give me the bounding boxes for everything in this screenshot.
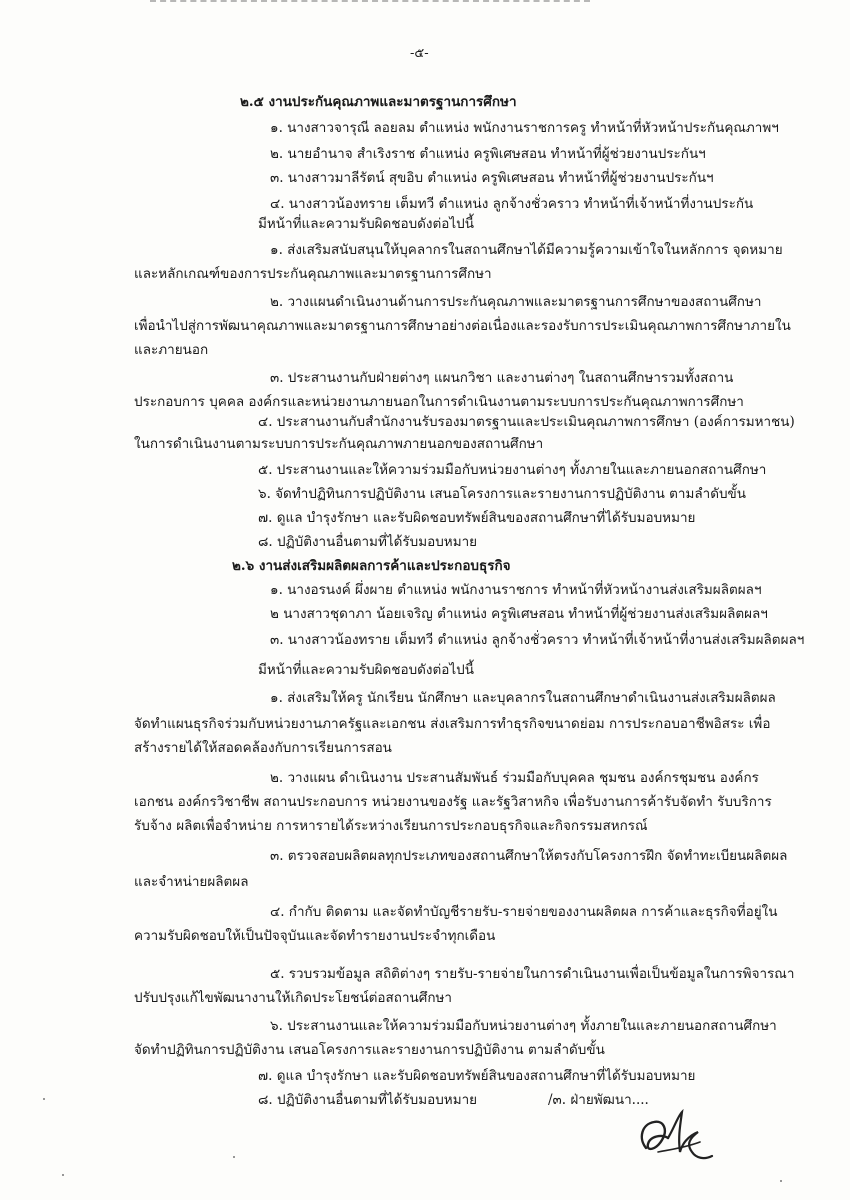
duty-item: ๘. ปฏิบัติงานอื่นตามที่ได้รับมอบหมาย	[258, 1092, 478, 1108]
staff-line: ๓. นางสาวน้องทราย เต็มทวี ตำแหน่ง ลูกจ้างชั่วคราว ทำหน้าที่เจ้าหน้าที่งานส่งเสริมผลิตผลฯ	[270, 632, 805, 648]
duty-item: เพื่อนำไปสู่การพัฒนาคุณภาพและมาตรฐานการศึกษาอย่างต่อเนื่องและรองรับการประเมินคุณภาพการศึกษาภายใน	[134, 318, 791, 334]
duties-intro: มีหน้าที่และความรับผิดชอบดังต่อไปนี้	[258, 216, 474, 232]
staff-line: ๑. นางอรนงค์ ผึ่งผาย ตำแหน่ง พนักงานราชการ ทำหน้าที่หัวหน้างานส่งเสริมผลิตผลฯ	[270, 582, 762, 598]
page-number: -๕-	[410, 46, 429, 61]
continuation-note: /๓. ฝ่ายพัฒนา....	[548, 1092, 649, 1108]
duty-item: ๓. ประสานงานกับฝ่ายต่างๆ แผนกวิชา และงานต่างๆ ในสถานศึกษารวมทั้งสถาน	[270, 370, 734, 386]
duty-item: สร้างรายได้ให้สอดคล้องกับการเรียนการสอน	[134, 740, 392, 756]
duty-item: ความรับผิดชอบให้เป็นปัจจุบันและจัดทำรายงานประจำทุกเดือน	[134, 928, 496, 944]
staff-line: ๑. นางสาวจารุณี ลอยลม ตำแหน่ง พนักงานราชการครู ทำหน้าที่หัวหน้าประกันคุณภาพฯ	[270, 120, 779, 136]
duty-item: ๕. รวบรวมข้อมูล สถิติต่างๆ รายรับ-รายจ่ายในการดำเนินงานเพื่อเป็นข้อมูลในการพิจารณา	[270, 966, 795, 982]
scan-speck	[233, 1156, 235, 1158]
duty-item: จัดทำแผนธุรกิจร่วมกับหน่วยงานภาครัฐและเอกชน ส่งเสริมการทำธุรกิจขนาดย่อม การประกอบอาชีพอิสระ เพื่อ	[134, 716, 771, 732]
handwritten-signature	[628, 1108, 718, 1168]
scan-header-marks	[150, 0, 590, 8]
duty-item: ๓. ตรวจสอบผลิตผลทุกประเภทของสถานศึกษาให้ตรงกับโครงการฝึก จัดทำทะเบียนผลิตผล	[270, 848, 788, 864]
duty-item: ๒. วางแผนดำเนินงานด้านการประกันคุณภาพและมาตรฐานการศึกษาของสถานศึกษา	[270, 294, 762, 310]
staff-line: ๒. นายอำนาจ สำเริงราช ตำแหน่ง ครูพิเศษสอน ทำหน้าที่ผู้ช่วยงานประกันฯ	[270, 146, 706, 162]
staff-line: ๔. นางสาวน้องทราย เต็มทวี ตำแหน่ง ลูกจ้างชั่วคราว ทำหน้าที่เจ้าหน้าที่งานประกัน	[270, 196, 754, 212]
duty-item: และภายนอก	[134, 342, 209, 358]
duty-item: ๕. ประสานงานและให้ความร่วมมือกับหน่วยงานต่างๆ ทั้งภายในและภายนอกสถานศึกษา	[258, 462, 767, 478]
duty-item: ๒. วางแผน ดำเนินงาน ประสานสัมพันธ์ ร่วมมือกับบุคคล ชุมชน องค์กรชุมชน องค์กร	[270, 770, 759, 786]
duty-item: รับจ้าง ผลิตเพื่อจำหน่าย การหารายได้ระหว่างเรียนการประกอบธุรกิจและกิจกรรมสหกรณ์	[134, 818, 648, 834]
duty-item: ๑. ส่งเสริมให้ครู นักเรียน นักศึกษา และบุคลากรในสถานศึกษาดำเนินงานส่งเสริมผลิตผล	[270, 690, 776, 706]
staff-line: ๒ นางสาวชุดาภา น้อยเจริญ ตำแหน่ง ครูพิเศษสอน ทำหน้าที่ผู้ช่วยงานส่งเสริมผลิตผลฯ	[270, 606, 768, 622]
duty-item: ๖. จัดทำปฏิทินการปฏิบัติงาน เสนอโครงการและรายงานการปฏิบัติงาน ตามลำดับขั้น	[258, 486, 746, 502]
duty-item: ประกอบการ บุคคล องค์กรและหน่วยงานภายนอกในการดำเนินงานตามระบบการประกันคุณภาพการศึกษา	[134, 394, 744, 410]
duty-item: ปรับปรุงแก้ไขพัฒนางานให้เกิดประโยชน์ต่อสถานศึกษา	[134, 990, 452, 1006]
duty-item: ๗. ดูแล บำรุงรักษา และรับผิดชอบทรัพย์สินของสถานศึกษาที่ได้รับมอบหมาย	[258, 1068, 696, 1084]
scan-speck	[62, 1174, 64, 1176]
duty-item: และหลักเกณฑ์ของการประกันคุณภาพและมาตรฐานการศึกษา	[134, 266, 492, 282]
duty-item: ๔. ประสานงานกับสำนักงานรับรองมาตรฐานและประเมินคุณภาพการศึกษา (องค์การมหาชน)	[258, 414, 795, 430]
duty-item: ๑. ส่งเสริมสนับสนุนให้บุคลากรในสถานศึกษาได้มีความรู้ความเข้าใจในหลักการ จุดหมาย	[270, 242, 783, 258]
duties-intro: มีหน้าที่และความรับผิดชอบดังต่อไปนี้	[258, 662, 474, 678]
duty-item: ๘. ปฏิบัติงานอื่นตามที่ได้รับมอบหมาย	[258, 534, 478, 550]
duty-item: ๗. ดูแล บำรุงรักษา และรับผิดชอบทรัพย์สินของสถานศึกษาที่ได้รับมอบหมาย	[258, 510, 696, 526]
scan-speck	[780, 1180, 782, 1182]
scan-speck	[43, 1098, 45, 1100]
duty-item: จัดทำปฏิทินการปฏิบัติงาน เสนอโครงการและรายงานการปฏิบัติงาน ตามลำดับขั้น	[134, 1042, 605, 1058]
section-2-6-heading: ๒.๖ งานส่งเสริมผลิตผลการค้าและประกอบธุรกิจ	[232, 558, 511, 574]
section-2-5-heading: ๒.๕ งานประกันคุณภาพและมาตรฐานการศึกษา	[240, 94, 517, 110]
duty-item: ๖. ประสานงานและให้ความร่วมมือกับหน่วยงานต่างๆ ทั้งภายในและภายนอกสถานศึกษา	[270, 1018, 777, 1034]
duty-item: ๔. กำกับ ติดตาม และจัดทำบัญชีรายรับ-รายจ่ายของงานผลิตผล การค้าและธุรกิจที่อยู่ใน	[270, 904, 778, 920]
duty-item: ในการดำเนินงานตามระบบการประกันคุณภาพภายนอกของสถานศึกษา	[134, 436, 544, 452]
duty-item: และจำหน่ายผลิตผล	[134, 874, 249, 890]
staff-line: ๓. นางสาวมาลีรัตน์ สุขอิบ ตำแหน่ง ครูพิเศษสอน ทำหน้าที่ผู้ช่วยงานประกันฯ	[270, 170, 714, 186]
duty-item: เอกชน องค์กรวิชาชีพ สถานประกอบการ หน่วยงานของรัฐ และรัฐวิสาหกิจ เพื่อรับงานการค้ารับจัดทำ รับบริการ	[134, 794, 772, 810]
